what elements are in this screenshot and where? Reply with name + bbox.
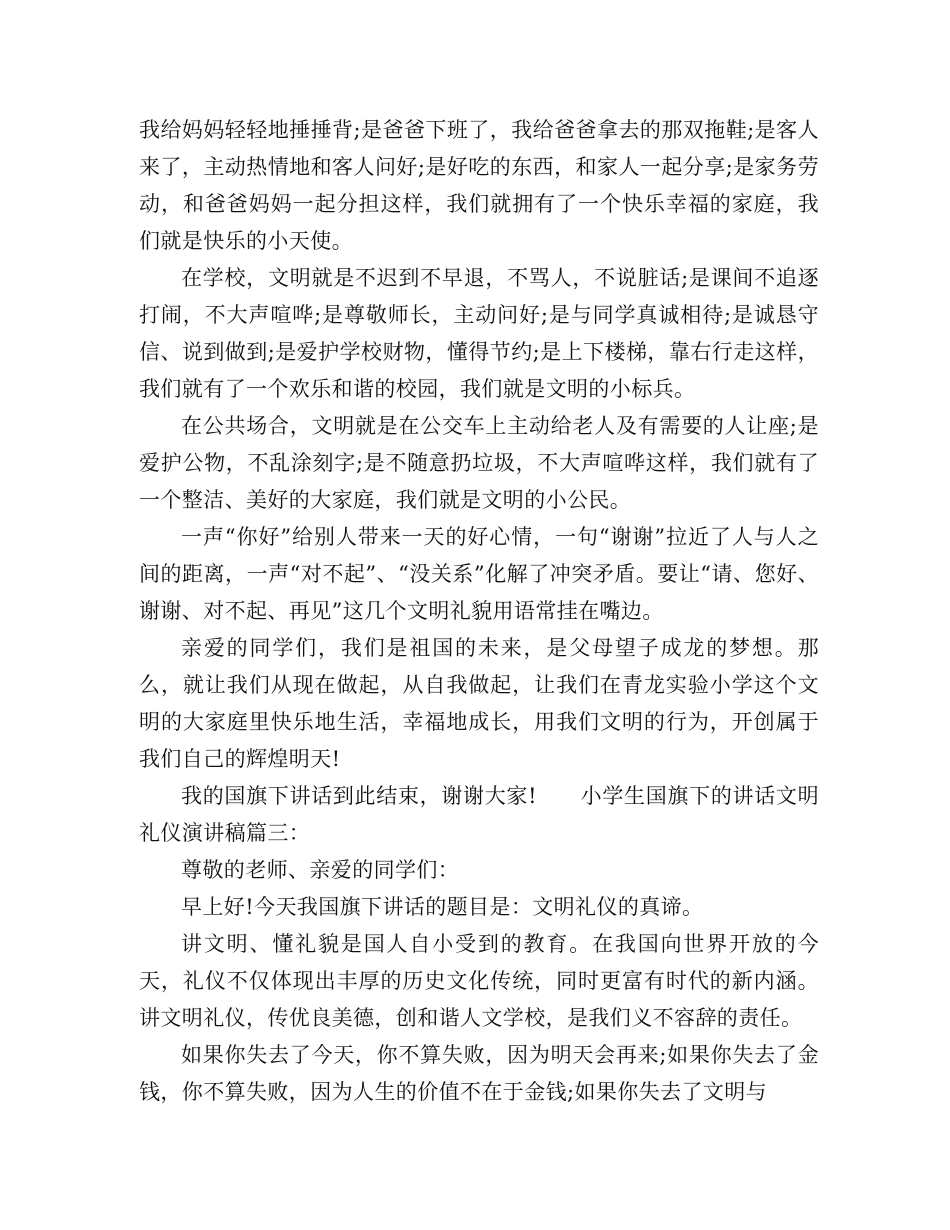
paragraph-greeting: 早上好!今天我国旗下讲话的题目是：文明礼仪的真谛。: [181, 895, 704, 919]
paragraph-closing-and-title: 我的国旗下讲话到此结束，谢谢大家! 小学生国旗下的讲话文明礼仪演讲稿篇三：: [139, 784, 819, 845]
paragraph-loss: 如果你失去了今天，你不算失败，因为明天会再来;如果你失去了金钱，你不算失败，因为人生的价值不在于金钱;如果你失去了文明与: [139, 1043, 819, 1104]
paragraph-public: 在公共场合，文明就是在公交车上主动给老人及有需要的人让座;是爱护公物，不乱涂刻字;是不随意扔垃圾，不大声喧哗这样，我们就有了一个整洁、美好的大家庭，我们就是文明的小公民。: [139, 414, 819, 512]
document-page: [139, 112, 819, 1111]
paragraph-etiquette: 讲文明、懂礼貌是国人自小受到的教育。在我国向世界开放的今天，礼仪不仅体现出丰厚的历史文化传统，同时更富有时代的新内涵。讲文明礼仪，传优良美德，创和谐人文学校，是我们义不容辞的责任。: [139, 932, 819, 1030]
paragraph-family: 我给妈妈轻轻地捶捶背;是爸爸下班了，我给爸爸拿去的那双拖鞋;是客人来了，主动热情地和客人问好;是好吃的东西，和家人一起分享;是家务劳动，和爸爸妈妈一起分担这样，我们就拥有了一个快乐幸福的家庭，我们就是快乐的小天使。: [139, 118, 819, 253]
paragraph-classmates: 亲爱的同学们，我们是祖国的未来，是父母望子成龙的梦想。那么，就让我们从现在做起，从自我做起，让我们在青龙实验小学这个文明的大家庭里快乐地生活，幸福地成长，用我们文明的行为，开创属于我们自己的辉煌明天!: [139, 636, 819, 771]
paragraph-school: 在学校，文明就是不迟到不早退，不骂人，不说脏话;是课间不追逐打闹，不大声喧哗;是尊敬师长，主动问好;是与同学真诚相待;是诚恳守信、说到做到;是爱护学校财物，懂得节约;是上下楼梯，靠右行走这样，我们就有了一个欢乐和谐的校园，我们就是文明的小标兵。: [139, 266, 819, 401]
paragraph-salutation: 尊敬的老师、亲爱的同学们：: [181, 858, 460, 882]
paragraph-polite-words: 一声“你好”给别人带来一天的好心情，一句“谢谢”拉近了人与人之间的距离，一声“对不起”、“没关系”化解了冲突矛盾。要让“请、您好、谢谢、对不起、再见”这几个文明礼貌用语常挂在嘴边。: [139, 525, 819, 623]
